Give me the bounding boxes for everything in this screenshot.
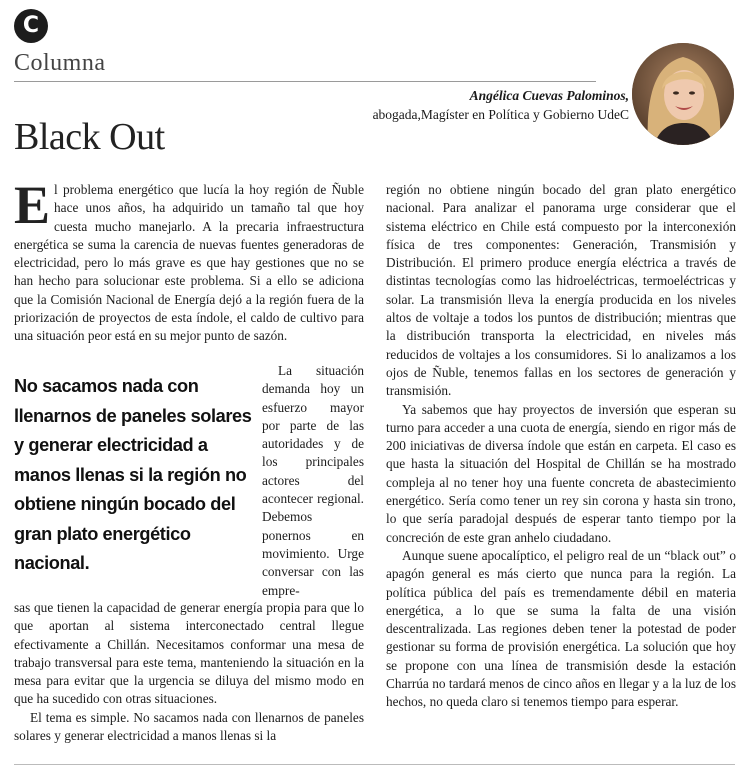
author-role: abogada,Magíster en Política y Gobierno UdeC [372, 107, 629, 122]
section-badge: C [14, 9, 48, 43]
paragraph-intro: El problema energético que lucía la hoy región de Ñuble hace unos años, ha adquirido un tamaño tal que hoy cuesta mucho manejarlo. A la precaria infraestructura energética se suma la carencia de nuevas fuentes generadoras de electricidad, pero lo más grave es que hay gestiones que no se han hecho para solucionar este problema. Si a ello se adiciona que la Comisión Nacional de Energía dejó a la región fuera de la priorización de proyectos de esta índole, el caldo de cultivo para una situación peor está en su mejor punto de sazón. [14, 175, 364, 344]
pull-quote: No sacamos nada con llenarnos de paneles solares y generar electricidad a manos llenas si la región no obtiene ningún bocado del gran plato energético nacional. [14, 376, 252, 573]
right-column [386, 181, 736, 712]
left-column-bottom [14, 599, 364, 745]
author-name: Angélica Cuevas Palominos, [469, 88, 629, 103]
paragraph-empresas: sas que tienen la capacidad de generar energía propia para que lo que aportan al sistema interconectado central llegue efectivamente a Chillán. Necesitamos conformar una mesa de trabajo transversal para este tema, manteniendo la situación en la mesa para evitar que la urgencia se diluya del mismo modo en que ha sucedido con otras situaciones. [14, 600, 364, 707]
paragraph-region: región no obtiene ningún bocado del gran plato energético nacional. Para analizar el panorama urge considerar que el sistema eléctrico en Chile está compuesto por la interconexión física de tres componentes: Generación, Transmisión y Distribución. El primero produce energía eléctrica a través de distintas tecnologías como las hidroeléctricas, termoeléctricas y solar. La transmisión lleva la energía producida en los niveles altos de voltaje a todos los puntos de distribución; mientras que la distribución transporta la electricidad, en niveles más reducidos de voltajes a los consumidores. Si lo analizamos a los ojos de Ñuble, tenemos fallas en los sectores de generación y transmisión. [386, 182, 736, 399]
paragraph-situacion: La situación demanda hoy un esfuerzo mayor por parte de las autoridades y de los principales actores del acontecer regional. Debemos ponernos en movimiento. Urge conversar con las empre- [262, 363, 364, 598]
author-portrait-icon [632, 43, 734, 145]
paragraph-tema: El tema es simple. No sacamos nada con llenarnos de paneles solares y generar electricidad a manos llenas si la [14, 709, 364, 744]
author-photo [632, 43, 734, 145]
paragraph-apocaliptico: Aunque suene apocalíptico, el peligro real de un “black out” o apagón general es más cierto que nunca para la región. La política pública del país es tremendamente débil en materia energética, a lo que se suma la falta de una visión descentralizada. Las regiones deben tener la potestad de poder gestionar su forma de provisión energética. La solución que hoy se propone con una línea de transmisión desde la estación Charrúa no tardará menos de cinco años en llegar y a la luz de los hechos, no queda claro si tenemos tiempo para esperar. [386, 547, 736, 710]
left-column-narrow [262, 362, 364, 600]
section-label: Columna [14, 50, 106, 76]
author-byline [373, 86, 629, 124]
drop-cap: E [14, 175, 51, 235]
left-column-top [14, 175, 364, 346]
paragraph-proyectos: Ya sabemos que hay proyectos de inversión que esperan su turno para acceder a una cuota de energía, siendo en rigor más de 200 iniciativas de diversa índole que están en carpeta. El caso es que hasta la situación del Hospital de Chillán se ha mostrado compleja al no tener hoy una fuente concreta de abastecimiento energético. Sería como tener un rey sin corona y hasta sin trono, lo que sería paradojal después de esperar tanto tiempo por la concreción de este gran anhelo ciudadano. [386, 401, 736, 545]
article-title: Black Out [14, 116, 165, 158]
header-divider [14, 81, 596, 82]
footer-divider [14, 764, 735, 765]
